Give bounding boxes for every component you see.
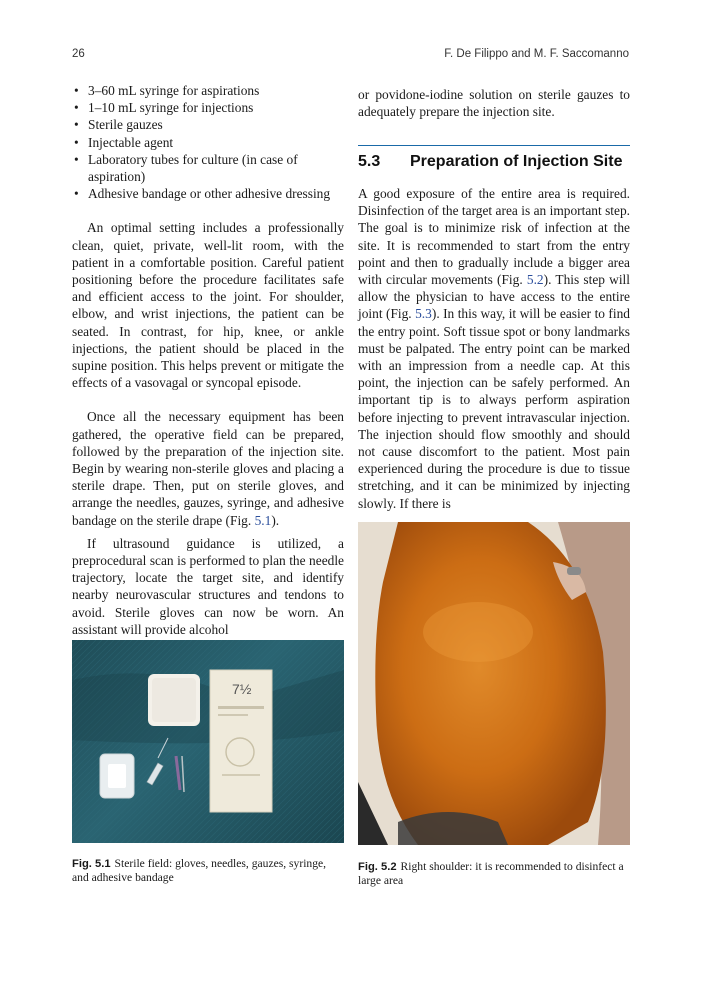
section-title: Preparation of Injection Site <box>410 153 623 170</box>
paragraph-text-end: ). <box>271 512 280 528</box>
list-item: • 1–10 mL syringe for injections <box>72 99 344 116</box>
section-heading <box>358 153 630 171</box>
paragraph-text: ). In this way, it will be easier to find the entry point. Soft tissue spot or bony landmarks must be palpated. The entry point can be marked with an impression from a needle cap. At this point, the injection can be safely performed. An important tip is to always perform aspiration before injecting to prevent intravascular injection. The injection should flow smoothly and should not cause discomfort to the patient. Most pain experienced during the procedure is due to tissue stretching, and it can be minimized by injecting slowly. If there is <box>358 306 630 511</box>
list-item: • Adhesive bandage or other adhesive dressing <box>72 185 344 202</box>
right-column-top <box>358 86 630 120</box>
list-item: • Laboratory tubes for culture (in case of aspiration) <box>72 151 344 185</box>
page-number: 26 <box>72 48 85 60</box>
figure-label: Fig. 5.2 <box>358 861 397 873</box>
package-print <box>218 714 248 716</box>
gauze-fold <box>152 678 196 722</box>
paragraph-text: Once all the necessary equipment has been gathered, the operative field can be prepared, followed by the preparation of the injection site. Begin by wearing non-sterile gloves and placing a sterile drape. Then, put on sterile gloves, and arrange the needles, gauzes, syringe, and adhesive bandage on the sterile drape (Fig. <box>72 409 344 528</box>
figure-link-5-2[interactable]: 5.2 <box>526 272 544 288</box>
sterile-field-illustration <box>72 640 344 843</box>
list-item: • 3–60 mL syringe for aspirations <box>72 82 344 99</box>
caption-text: Sterile field: gloves, needles, gauzes, syringe, and adhesive bandage <box>72 857 327 885</box>
figure-5-2-caption <box>358 860 630 889</box>
paragraph-text: A good exposure of the entire area is required. Disinfection of the target area is an important step. The goal is to minimize risk of infection at the site. It is recommended to start from the entry point and then to gradually include a bigger area with circular movements (Fig. <box>358 186 630 288</box>
section-rule <box>358 145 630 146</box>
skin-highlight <box>423 602 533 662</box>
figure-label: Fig. 5.1 <box>72 858 111 870</box>
section-body <box>358 185 630 512</box>
figure-5-1-image <box>72 640 344 843</box>
glove-size-label: 7½ <box>232 681 252 697</box>
package-print <box>222 774 260 776</box>
section-number: 5.3 <box>358 153 381 170</box>
figure-link-5-1[interactable]: 5.1 <box>254 512 272 528</box>
running-authors: F. De Filippo and M. F. Saccomanno <box>444 48 629 60</box>
list-item: • Injectable agent <box>72 134 344 151</box>
package-print <box>218 706 264 709</box>
paragraph-text: ). This step will allow the physician to have access to the entire joint (Fig. <box>358 272 630 322</box>
paragraph-setting: An optimal setting includes a professionally clean, quiet, private, well-lit room, with the patient in a comfortable position. Careful patient positioning before the procedure facilitates safe and efficient access to the joint. For shoulder, elbow, and wrist injections, the patient can be seated. In contrast, for hip, knee, or ankle injections, the patient should be placed in the supine position. This helps prevent or mitigate the effects of a vasovagal or syncopal episode. <box>72 220 344 391</box>
caption-text: Right shoulder: it is recommended to disinfect a large area <box>358 860 624 888</box>
equipment-list <box>72 82 344 202</box>
paragraph-ultrasound: If ultrasound guidance is utilized, a preprocedural scan is performed to plan the needle trajectory, locate the target site, and identify nearby neurovascular structures and tendons to avoid. Sterile gloves can now be worn. An assistant will provide alcohol <box>72 535 344 637</box>
shoulder-illustration <box>358 522 630 845</box>
left-column <box>72 82 344 638</box>
paragraph-continuation: or povidone-iodine solution on sterile gauzes to adequately prepare the injection site. <box>358 87 630 120</box>
bandage-pad <box>108 764 126 788</box>
running-header <box>72 48 629 62</box>
list-item: • Sterile gauzes <box>72 116 344 133</box>
figure-5-1-caption <box>72 857 344 886</box>
ring <box>567 567 581 575</box>
figure-5-2-image <box>358 522 630 845</box>
section-5-3 <box>358 145 630 511</box>
paragraph-disinfection <box>358 185 630 512</box>
figure-link-5-3[interactable]: 5.3 <box>415 306 432 322</box>
paragraph-equipment <box>72 408 344 528</box>
